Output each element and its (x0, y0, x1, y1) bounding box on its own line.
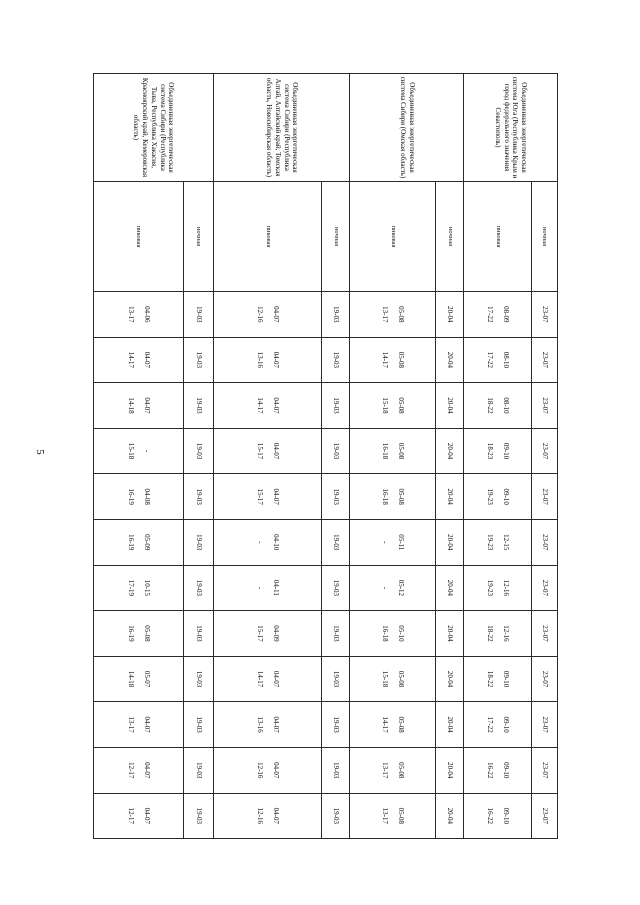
time-interval-value: 12-17 (126, 762, 135, 779)
time-interval-cell (321, 702, 349, 748)
time-interval-cell (321, 428, 349, 474)
time-interval-value: 19-23 (485, 488, 494, 505)
time-interval-value: - (256, 586, 265, 590)
time-interval-cell (214, 656, 322, 702)
time-interval-value: 19-03 (194, 579, 203, 597)
time-interval-value: 23-07 (540, 534, 549, 551)
time-interval-cell (435, 292, 463, 338)
time-interval-cell (350, 474, 435, 520)
time-interval-value: 20-04 (446, 442, 455, 460)
time-interval-value: 05-08 (396, 762, 405, 779)
time-interval-cell (464, 292, 531, 338)
time-interval-cell (435, 611, 463, 657)
time-interval-value: 14-17 (381, 351, 390, 369)
time-interval-cell (214, 702, 322, 748)
time-interval-cell (94, 747, 184, 793)
time-interval-value: 23-07 (540, 807, 549, 824)
time-interval-value: 18-22 (485, 625, 494, 642)
time-interval-value: 15-18 (126, 442, 135, 460)
time-interval-value: 23-07 (540, 397, 549, 414)
time-interval-cell (214, 292, 322, 338)
time-interval-value: 17-22 (485, 351, 494, 369)
time-interval-value: 18-22 (485, 670, 494, 688)
time-interval-cell (464, 656, 531, 702)
time-interval-value: 20-04 (446, 351, 455, 369)
tariff-type-cell: ночная (321, 182, 349, 292)
time-interval-value: 09-10 (501, 716, 510, 733)
time-interval-cell (183, 292, 214, 338)
table-row (321, 74, 349, 839)
time-interval-value: 05-08 (396, 442, 405, 460)
time-interval-value: 13-17 (126, 306, 135, 323)
time-interval-value: 15-17 (256, 625, 265, 642)
time-interval-value: 04-10 (271, 534, 280, 551)
time-interval-cell (94, 383, 184, 429)
tariff-type-cell: ночная (183, 182, 214, 292)
time-interval-cell (350, 793, 435, 839)
time-interval-value: 20-04 (446, 716, 455, 733)
time-interval-value: 16-19 (126, 625, 135, 642)
time-interval-cell (531, 383, 557, 429)
time-interval-value: 15-17 (256, 442, 265, 460)
region-cell: Объединенная энергетическая система Сибири (Республика Алтай, Алтайский край, Томская область, Новосибирская область) (214, 74, 350, 182)
time-interval-cell (531, 747, 557, 793)
time-interval-value: 14-17 (256, 670, 265, 688)
time-interval-cell (94, 611, 184, 657)
time-interval-cell (321, 656, 349, 702)
time-interval-value: 09-10 (501, 807, 510, 824)
time-interval-cell (435, 747, 463, 793)
time-interval-cell (321, 565, 349, 611)
time-interval-cell (464, 428, 531, 474)
time-interval-value: 09-10 (501, 488, 510, 505)
time-interval-cell (350, 292, 435, 338)
time-interval-value: 19-03 (332, 442, 341, 460)
time-interval-cell (94, 702, 184, 748)
time-interval-value: 05-08 (142, 625, 151, 642)
time-interval-value: 19-03 (194, 807, 203, 824)
time-interval-cell (321, 383, 349, 429)
time-interval-value: 16-19 (126, 488, 135, 505)
time-interval-value: 04-07 (271, 397, 280, 414)
time-interval-value: 10-15 (142, 579, 151, 597)
time-interval-value: - (256, 541, 265, 544)
time-interval-cell (350, 383, 435, 429)
time-interval-cell (464, 337, 531, 383)
time-interval-value: 17-19 (126, 579, 135, 597)
time-interval-cell (435, 428, 463, 474)
time-interval-value: 12-16 (256, 306, 265, 323)
time-interval-cell (350, 611, 435, 657)
table-body (94, 74, 558, 839)
time-interval-value: 19-03 (194, 762, 203, 779)
time-interval-cell (94, 428, 184, 474)
time-interval-cell (435, 565, 463, 611)
time-interval-value: 16-22 (485, 762, 494, 779)
time-interval-value: 19-03 (332, 579, 341, 597)
time-interval-cell (214, 519, 322, 565)
table-row (214, 74, 322, 839)
time-interval-value: 13-16 (256, 351, 265, 369)
time-interval-cell (214, 337, 322, 383)
table-row (183, 74, 214, 839)
region-cell: Объединенная энергетическая система Юга (Республика Крым и город федерального значения Севастополь) (464, 74, 558, 182)
table-wrapper (93, 73, 558, 838)
time-interval-cell (94, 519, 184, 565)
time-interval-value: 09-10 (501, 762, 510, 779)
page-number: 5 (34, 449, 46, 455)
region-cell: Объединенная энергетическая система Сибири (Республика Тыва, Республика Хакасия, Красноярский край, Кемеровская область) (94, 74, 214, 182)
time-interval-cell (183, 611, 214, 657)
time-interval-value: 14-17 (256, 397, 265, 414)
time-interval-cell (435, 793, 463, 839)
time-interval-value: 05-12 (396, 579, 405, 597)
time-interval-cell (214, 428, 322, 474)
time-interval-value: 19-03 (332, 488, 341, 505)
time-interval-cell (321, 519, 349, 565)
time-interval-value: 04-07 (271, 716, 280, 733)
time-interval-value: 19-03 (194, 534, 203, 551)
time-interval-value: 08-10 (501, 397, 510, 414)
time-interval-value: 17-22 (485, 716, 494, 733)
tariff-type-cell: пиковая (464, 182, 531, 292)
tariff-type-cell: пиковая (94, 182, 184, 292)
time-interval-cell (94, 565, 184, 611)
time-interval-value: 15-18 (381, 397, 390, 414)
time-interval-value: 20-04 (446, 534, 455, 551)
time-interval-cell (321, 474, 349, 520)
time-interval-value: 17-22 (485, 306, 494, 323)
table-row (94, 74, 184, 839)
time-interval-cell (321, 793, 349, 839)
time-interval-cell (214, 383, 322, 429)
time-interval-value: 05-08 (396, 488, 405, 505)
time-interval-value: 12-16 (256, 762, 265, 779)
time-interval-cell (435, 519, 463, 565)
time-interval-value: 19-03 (332, 807, 341, 824)
time-interval-cell (214, 611, 322, 657)
time-interval-cell (350, 747, 435, 793)
time-interval-value: - (381, 586, 390, 590)
time-interval-cell (214, 793, 322, 839)
time-interval-value: 04-07 (271, 762, 280, 779)
time-interval-cell (183, 474, 214, 520)
time-interval-value: 15-18 (381, 670, 390, 688)
time-interval-cell (531, 292, 557, 338)
time-interval-value: 19-03 (194, 442, 203, 460)
time-interval-value: 23-07 (540, 625, 549, 642)
time-interval-value: 19-03 (194, 716, 203, 733)
time-interval-cell (531, 793, 557, 839)
time-interval-cell (183, 702, 214, 748)
time-interval-value: 19-03 (332, 351, 341, 369)
time-interval-cell (531, 337, 557, 383)
time-interval-value: 14-17 (381, 716, 390, 733)
time-interval-cell (183, 519, 214, 565)
time-interval-value: 13-17 (381, 306, 390, 323)
table-row (350, 74, 435, 839)
time-interval-value: 14-17 (126, 351, 135, 369)
time-interval-cell (464, 383, 531, 429)
time-interval-cell (214, 474, 322, 520)
time-interval-cell (94, 292, 184, 338)
time-interval-cell (183, 793, 214, 839)
time-interval-cell (183, 656, 214, 702)
time-interval-cell (531, 611, 557, 657)
time-interval-value: 20-04 (446, 397, 455, 414)
time-interval-cell (321, 611, 349, 657)
time-interval-cell (531, 702, 557, 748)
time-interval-cell (350, 565, 435, 611)
time-interval-value: 04-11 (271, 579, 280, 596)
time-interval-cell (183, 747, 214, 793)
time-interval-value: 04-07 (142, 351, 151, 369)
time-interval-value: 18-22 (485, 397, 494, 414)
time-interval-cell (350, 656, 435, 702)
time-interval-cell (531, 565, 557, 611)
time-interval-value: 13-17 (126, 716, 135, 733)
time-interval-value: 05-08 (396, 716, 405, 733)
time-interval-cell (183, 337, 214, 383)
time-interval-value: 20-04 (446, 807, 455, 824)
time-interval-cell (531, 428, 557, 474)
time-interval-value: 05-08 (396, 807, 405, 824)
time-interval-value: 19-03 (194, 306, 203, 323)
time-interval-value: 15-17 (256, 488, 265, 505)
time-interval-cell (214, 747, 322, 793)
time-interval-value: 12-17 (126, 807, 135, 824)
time-interval-value: 16-22 (485, 807, 494, 824)
time-interval-value: 05-08 (396, 397, 405, 414)
time-interval-value: 05-11 (396, 534, 405, 551)
time-interval-value: 05-10 (396, 625, 405, 642)
time-interval-value: 16-18 (381, 625, 390, 642)
time-interval-value: 20-04 (446, 306, 455, 323)
time-interval-value: 08-09 (501, 306, 510, 323)
time-interval-cell (183, 383, 214, 429)
time-interval-value: 19-03 (194, 351, 203, 369)
time-interval-value: 23-07 (540, 306, 549, 323)
time-interval-value: 05-08 (396, 670, 405, 688)
time-interval-cell (214, 565, 322, 611)
time-interval-cell (531, 519, 557, 565)
time-interval-value: 09-10 (501, 442, 510, 460)
time-interval-cell (435, 337, 463, 383)
time-interval-value: - (381, 541, 390, 544)
time-interval-cell (350, 337, 435, 383)
tariff-type-cell: ночная (531, 182, 557, 292)
time-interval-value: 16-18 (381, 442, 390, 460)
time-interval-value: 13-16 (256, 716, 265, 733)
time-interval-value: 09-10 (501, 670, 510, 688)
time-interval-value: 19-03 (332, 625, 341, 642)
time-interval-value: 08-10 (501, 351, 510, 369)
time-interval-value: 19-03 (332, 762, 341, 779)
time-interval-value: 13-17 (381, 762, 390, 779)
time-interval-value: 19-03 (194, 488, 203, 505)
time-interval-value: 23-07 (540, 488, 549, 505)
time-interval-cell (94, 474, 184, 520)
time-interval-value: 04-07 (271, 306, 280, 323)
tariff-type-cell: ночная (435, 182, 463, 292)
time-interval-value: 05-08 (396, 306, 405, 323)
time-interval-value: 19-03 (332, 670, 341, 688)
time-interval-value: 04-07 (142, 716, 151, 733)
time-interval-value: 14-18 (126, 670, 135, 688)
time-interval-cell (435, 702, 463, 748)
time-interval-cell (464, 474, 531, 520)
time-interval-value: 19-03 (332, 534, 341, 551)
time-interval-value: 12-16 (256, 807, 265, 824)
time-interval-value: 19-23 (485, 579, 494, 597)
time-interval-value: 04-07 (271, 670, 280, 688)
time-interval-value: 04-07 (142, 762, 151, 779)
time-interval-value: 12-15 (501, 534, 510, 551)
tariff-type-cell: пиковая (214, 182, 322, 292)
time-interval-value: 04-09 (271, 625, 280, 642)
time-interval-value: 23-07 (540, 442, 549, 460)
time-interval-cell (321, 337, 349, 383)
time-interval-cell (531, 656, 557, 702)
time-interval-cell (464, 702, 531, 748)
time-interval-cell (183, 565, 214, 611)
time-interval-value: 18-23 (485, 442, 494, 460)
time-interval-value: 16-19 (126, 534, 135, 551)
table-row (435, 74, 463, 839)
time-interval-value: 19-03 (194, 670, 203, 688)
time-interval-value: 04-07 (271, 351, 280, 369)
time-interval-cell (94, 337, 184, 383)
time-interval-value: 23-07 (540, 579, 549, 597)
time-interval-value: 19-03 (194, 397, 203, 414)
time-interval-value: 13-17 (381, 807, 390, 824)
time-interval-cell (464, 519, 531, 565)
time-interval-cell (464, 793, 531, 839)
time-interval-cell (350, 428, 435, 474)
time-interval-value: 04-07 (271, 488, 280, 505)
time-interval-cell (94, 793, 184, 839)
time-interval-value: 20-04 (446, 625, 455, 642)
time-interval-value: 23-07 (540, 670, 549, 688)
time-interval-cell (94, 656, 184, 702)
table-row (464, 74, 531, 839)
time-interval-cell (464, 565, 531, 611)
time-interval-value: 04-07 (271, 807, 280, 824)
time-interval-value: 04-07 (271, 442, 280, 460)
time-interval-value: 19-03 (332, 716, 341, 733)
time-interval-value: 05-07 (142, 670, 151, 688)
table-row (531, 74, 557, 839)
time-interval-value: 12-16 (501, 625, 510, 642)
time-interval-cell (183, 428, 214, 474)
time-interval-value: 05-09 (142, 534, 151, 551)
schedule-table (93, 73, 558, 839)
time-interval-cell (531, 474, 557, 520)
time-interval-value: 16-18 (381, 488, 390, 505)
time-interval-value: 23-07 (540, 716, 549, 733)
time-interval-value: 05-08 (396, 351, 405, 369)
time-interval-cell (321, 747, 349, 793)
time-interval-value: 04-07 (142, 397, 151, 414)
time-interval-cell (435, 383, 463, 429)
time-interval-value: 19-03 (194, 625, 203, 642)
time-interval-value: 19-03 (332, 397, 341, 414)
time-interval-cell (435, 656, 463, 702)
time-interval-value: 04-07 (142, 807, 151, 824)
time-interval-value: 12-16 (501, 579, 510, 597)
time-interval-value: 23-07 (540, 351, 549, 369)
time-interval-value: 19-23 (485, 534, 494, 551)
region-cell: Объединенная энергетическая система Сибири (Омская область) (350, 74, 464, 182)
time-interval-cell (435, 474, 463, 520)
time-interval-cell (350, 519, 435, 565)
time-interval-value: - (142, 449, 151, 453)
tariff-type-cell: пиковая (350, 182, 435, 292)
time-interval-value: 14-18 (126, 397, 135, 414)
time-interval-value: 23-07 (540, 762, 549, 779)
time-interval-cell (464, 611, 531, 657)
time-interval-cell (464, 747, 531, 793)
time-interval-value: 20-04 (446, 579, 455, 597)
time-interval-value: 20-04 (446, 762, 455, 779)
time-interval-value: 20-04 (446, 670, 455, 688)
time-interval-value: 04-06 (142, 306, 151, 323)
time-interval-value: 20-04 (446, 488, 455, 505)
time-interval-cell (321, 292, 349, 338)
time-interval-value: 04-08 (142, 488, 151, 505)
time-interval-cell (350, 702, 435, 748)
time-interval-value: 19-03 (332, 306, 341, 323)
